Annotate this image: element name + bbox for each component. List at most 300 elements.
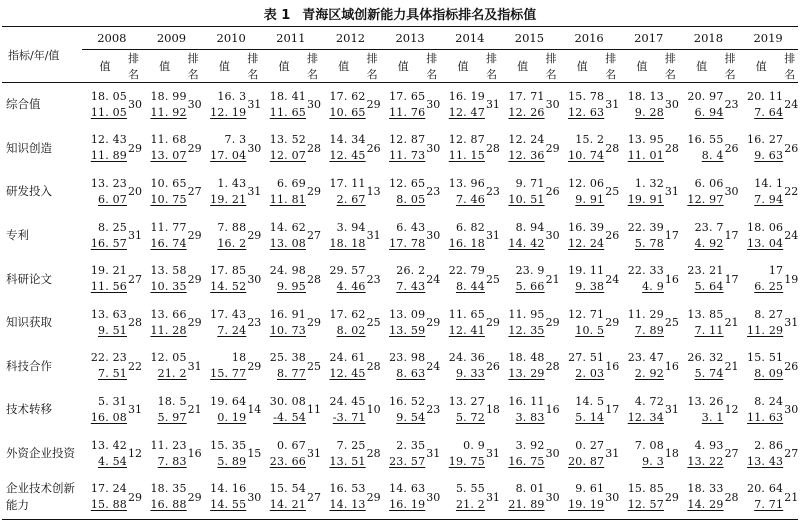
value-cell — [619, 257, 665, 301]
value-bottom: 10. 73 — [269, 323, 306, 337]
value-cell — [380, 170, 426, 214]
rank-cell: 28 — [366, 359, 381, 373]
value-top: 18. 06 — [747, 220, 784, 234]
value-top: 17 — [768, 264, 784, 278]
value-cell — [82, 475, 128, 519]
rank-cell: 27 — [187, 185, 202, 199]
rank-cell: 29 — [128, 141, 142, 155]
rank-cell: 16 — [664, 359, 679, 373]
value-cell — [321, 170, 367, 214]
value-bottom: 12. 34 — [627, 410, 664, 424]
value-bottom: 16. 74 — [150, 236, 187, 250]
rank-cell: 29 — [545, 141, 560, 155]
value-bottom: 12. 36 — [508, 149, 545, 163]
rank-cell: 26 — [366, 141, 381, 155]
value-cell — [380, 83, 426, 127]
rank-subheader: 排名 — [784, 50, 798, 83]
value-bottom: 14. 42 — [508, 236, 545, 250]
value-cell — [142, 345, 188, 389]
rank-cell: 21 — [187, 403, 202, 417]
rank-cell: 29 — [665, 475, 679, 519]
value-cell — [142, 170, 188, 214]
value-cell — [82, 170, 128, 214]
value-top: 0. 9 — [463, 438, 485, 452]
value-bottom: 5. 72 — [455, 410, 485, 424]
value-top: 1. 43 — [217, 176, 247, 190]
rank-cell: 14 — [247, 403, 262, 417]
rank-subheader: 排名 — [486, 50, 500, 83]
value-top: 11. 23 — [150, 438, 187, 452]
value-bottom: 7. 51 — [98, 367, 127, 381]
rank-cell: 29 — [247, 229, 262, 243]
value-cell — [619, 432, 665, 476]
table-row — [2, 83, 798, 127]
value-top: 24. 61 — [329, 351, 366, 365]
table-body — [2, 83, 798, 520]
rank-cell: 28 — [485, 141, 500, 155]
value-bottom: 19. 91 — [627, 192, 664, 206]
rank-cell: 27 — [306, 229, 321, 243]
value-top: 15. 51 — [747, 351, 784, 365]
value-cell — [142, 214, 188, 258]
value-bottom: 7. 94 — [754, 192, 784, 206]
value-cell — [500, 83, 546, 127]
value-bottom: 12. 26 — [508, 105, 545, 119]
value-cell — [619, 214, 665, 258]
value-bottom: 11. 56 — [90, 280, 127, 294]
rank-cell: 31 — [605, 98, 620, 112]
rank-subheader: 排名 — [188, 50, 202, 83]
value-bottom: 5. 78 — [634, 236, 664, 250]
rank-subheader: 排名 — [665, 50, 679, 83]
value-bottom: 10. 74 — [568, 149, 605, 163]
value-cell — [380, 388, 426, 432]
corner-header: 指标/年/值 — [2, 27, 82, 83]
value-bottom: 12. 35 — [508, 323, 545, 337]
value-subheader: 值 — [82, 50, 128, 83]
value-top: 16. 39 — [568, 220, 605, 234]
rank-cell: 30 — [605, 475, 619, 519]
rank-cell: 29 — [426, 316, 441, 330]
rank-cell: 19 — [784, 272, 799, 286]
rank-cell: 20 — [128, 185, 142, 199]
rank-cell: 21 — [724, 316, 739, 330]
rank-cell: 31 — [664, 403, 679, 417]
value-cell — [679, 83, 725, 127]
value-cell — [559, 432, 605, 476]
value-bottom: 2. 67 — [336, 192, 366, 206]
value-top: 22. 39 — [627, 220, 664, 234]
value-cell — [619, 345, 665, 389]
rank-cell: 31 — [187, 359, 202, 373]
value-bottom: 13. 07 — [150, 149, 187, 163]
year-header: 2012 — [321, 27, 381, 50]
value-bottom: 8. 09 — [754, 367, 784, 381]
table-row — [2, 301, 798, 345]
value-cell — [738, 432, 784, 476]
value-top: 7. 88 — [217, 220, 247, 234]
rank-cell: 31 — [128, 229, 142, 243]
value-bottom: 14. 13 — [329, 498, 366, 512]
value-bottom: 3. 1 — [701, 410, 724, 424]
value-top: 12. 87 — [448, 133, 485, 147]
value-cell — [619, 127, 665, 171]
value-bottom: 4. 46 — [336, 280, 366, 294]
value-bottom: 5. 64 — [694, 280, 724, 294]
rank-cell: 27 — [724, 447, 739, 461]
table-row — [2, 432, 798, 476]
value-bottom: 8. 05 — [396, 192, 426, 206]
value-top: 4. 72 — [634, 394, 664, 408]
year-header: 2019 — [738, 27, 798, 50]
value-bottom: 12. 47 — [448, 105, 485, 119]
value-cell — [500, 127, 546, 171]
value-bottom: 5. 14 — [575, 410, 605, 424]
value-cell — [679, 170, 725, 214]
value-top: 12. 06 — [568, 176, 605, 190]
value-cell — [440, 83, 486, 127]
table-caption — [0, 4, 800, 23]
rank-cell: 29 — [367, 475, 381, 519]
value-bottom: 2. 92 — [634, 367, 664, 381]
value-bottom: 5. 66 — [515, 280, 545, 294]
value-cell — [559, 301, 605, 345]
value-cell — [261, 388, 307, 432]
value-subheader: 值 — [738, 50, 784, 83]
value-cell — [738, 345, 784, 389]
value-cell — [201, 214, 247, 258]
rank-subheader: 排名 — [307, 50, 321, 83]
table-title: 青海区域创新能力具体指标排名及指标值 — [302, 8, 537, 23]
value-top: 17. 65 — [389, 89, 426, 103]
rank-cell: 30 — [545, 229, 560, 243]
rank-cell: 25 — [485, 272, 500, 286]
rank-cell: 30 — [306, 98, 321, 112]
indicator-label: 知识创造 — [6, 140, 52, 155]
value-top: 0. 67 — [276, 438, 306, 452]
rank-cell: 28 — [725, 475, 739, 519]
value-bottom: 15. 88 — [90, 498, 127, 512]
value-cell — [201, 170, 247, 214]
value-top: 18. 99 — [150, 89, 187, 103]
value-bottom: 13. 51 — [329, 454, 366, 468]
value-cell — [201, 83, 247, 127]
table-number: 表 1 — [263, 8, 291, 23]
value-bottom: 12. 45 — [329, 149, 366, 163]
value-top: 17. 85 — [210, 264, 247, 278]
value-bottom: 21. 2 — [157, 367, 187, 381]
value-top: 9. 71 — [515, 176, 545, 190]
value-top: 14. 1 — [754, 176, 784, 190]
value-top: 3. 92 — [515, 438, 545, 452]
value-bottom: 7. 64 — [754, 105, 784, 119]
value-cell — [261, 214, 307, 258]
value-cell — [380, 345, 426, 389]
value-top: 14. 5 — [575, 394, 605, 408]
value-top: 24. 36 — [448, 351, 485, 365]
value-top: 7. 25 — [336, 438, 366, 452]
value-cell — [261, 83, 307, 127]
value-cell — [500, 475, 546, 519]
value-bottom: 7. 89 — [634, 323, 664, 337]
indicator-label: 技术转移 — [6, 402, 52, 417]
value-top: 26. 2 — [396, 264, 426, 278]
indicator-label: 科研论文 — [6, 271, 52, 286]
rank-cell: 28 — [306, 272, 321, 286]
rank-cell: 12 — [128, 447, 142, 461]
value-top: 1. 32 — [634, 176, 664, 190]
value-cell — [559, 475, 605, 519]
value-cell — [82, 432, 128, 476]
value-top: 25. 38 — [269, 351, 306, 365]
value-top: 12. 24 — [508, 133, 545, 147]
value-bottom: 12. 45 — [329, 367, 366, 381]
rank-cell: 26 — [784, 359, 799, 373]
value-bottom: 4. 9 — [642, 280, 664, 294]
value-top: 6. 69 — [276, 176, 306, 190]
value-bottom: 9. 28 — [634, 105, 664, 119]
value-cell — [679, 214, 725, 258]
rank-cell: 10 — [366, 403, 381, 417]
year-header: 2014 — [440, 27, 500, 50]
value-cell — [619, 83, 665, 127]
value-cell — [380, 127, 426, 171]
value-top: 26. 32 — [687, 351, 724, 365]
value-top: 13. 52 — [269, 133, 306, 147]
rank-cell: 31 — [366, 229, 381, 243]
value-top: 13. 27 — [448, 394, 485, 408]
rank-cell: 27 — [784, 447, 799, 461]
value-bottom: 4. 54 — [98, 454, 127, 468]
value-bottom: 6. 25 — [754, 280, 784, 294]
table-row — [2, 214, 798, 258]
rank-subheader: 排名 — [725, 50, 739, 83]
value-cell — [321, 127, 367, 171]
rank-cell: 30 — [426, 141, 441, 155]
value-cell — [679, 432, 725, 476]
rank-cell: 17 — [724, 272, 739, 286]
value-bottom: 16. 75 — [508, 454, 545, 468]
value-bottom: 16. 2 — [217, 236, 247, 250]
value-bottom: 9. 91 — [575, 192, 605, 206]
rank-subheader: 排名 — [426, 50, 440, 83]
value-bottom: 17. 78 — [389, 236, 426, 250]
value-cell — [738, 475, 784, 519]
value-top: 13. 26 — [687, 394, 724, 408]
value-bottom: 21. 2 — [455, 498, 485, 512]
rank-cell: 26 — [724, 141, 739, 155]
rank-cell: 17 — [724, 229, 739, 243]
value-top: 16. 91 — [269, 307, 306, 321]
rank-cell: 25 — [605, 185, 620, 199]
value-cell — [261, 127, 307, 171]
value-cell — [142, 301, 188, 345]
value-top: 11. 77 — [150, 220, 187, 234]
value-cell — [440, 345, 486, 389]
rank-cell: 29 — [187, 316, 202, 330]
value-cell — [82, 214, 128, 258]
rank-cell: 23 — [485, 185, 500, 199]
rank-cell: 28 — [366, 447, 381, 461]
rank-cell: 31 — [485, 229, 500, 243]
value-bottom: 8. 77 — [276, 367, 306, 381]
value-top: 19. 64 — [210, 394, 247, 408]
value-bottom: 6. 94 — [694, 105, 724, 119]
value-bottom: 10. 5 — [575, 323, 605, 337]
value-bottom: 23. 66 — [269, 454, 306, 468]
value-top: 12. 87 — [389, 133, 426, 147]
value-bottom: 8. 02 — [336, 323, 366, 337]
value-top: 7. 3 — [224, 133, 247, 147]
rank-cell: 31 — [605, 447, 620, 461]
value-top: 18. 13 — [627, 89, 664, 103]
value-cell — [82, 127, 128, 171]
value-cell — [261, 257, 307, 301]
value-subheader: 值 — [142, 50, 188, 83]
value-top: 12. 43 — [90, 133, 127, 147]
indicator-label: 知识获取 — [6, 315, 52, 330]
value-cell — [738, 170, 784, 214]
value-bottom: 12. 19 — [210, 105, 247, 119]
value-cell — [440, 475, 486, 519]
value-top: 17. 11 — [329, 176, 366, 190]
value-cell — [201, 301, 247, 345]
value-top: 6. 06 — [694, 176, 724, 190]
table-row — [2, 345, 798, 389]
rank-cell: 29 — [306, 185, 321, 199]
value-top: 13. 96 — [448, 176, 485, 190]
value-top: 8. 94 — [515, 220, 545, 234]
value-cell — [679, 127, 725, 171]
rank-cell: 29 — [247, 359, 262, 373]
value-cell — [619, 170, 665, 214]
value-cell — [201, 127, 247, 171]
value-bottom: 11. 29 — [747, 323, 784, 337]
rank-cell: 18 — [664, 447, 679, 461]
value-bottom: 5. 89 — [217, 454, 247, 468]
value-cell — [738, 388, 784, 432]
year-header: 2009 — [142, 27, 202, 50]
value-cell — [619, 301, 665, 345]
value-cell — [738, 83, 784, 127]
value-cell — [559, 257, 605, 301]
indicator-label: 企业技术创新能力 — [2, 475, 82, 519]
rank-cell: 28 — [128, 316, 142, 330]
value-top: 18. 48 — [508, 351, 545, 365]
value-bottom: 16. 18 — [448, 236, 485, 250]
value-top: 16. 11 — [508, 394, 545, 408]
value-cell — [201, 432, 247, 476]
value-top: 29. 57 — [329, 264, 366, 278]
value-bottom: 11. 76 — [389, 105, 426, 119]
rank-cell: 31 — [247, 185, 262, 199]
value-top: 12. 65 — [389, 176, 426, 190]
indicator-label: 科技合作 — [6, 358, 52, 373]
rank-cell: 30 — [784, 403, 799, 417]
value-cell — [201, 345, 247, 389]
value-top: 6. 43 — [396, 220, 426, 234]
value-top: 14. 34 — [329, 133, 366, 147]
rank-cell: 31 — [485, 98, 500, 112]
value-top: 11. 65 — [448, 307, 485, 321]
rank-cell: 29 — [605, 316, 620, 330]
value-bottom: 20. 87 — [568, 454, 605, 468]
value-bottom: 7. 71 — [754, 498, 784, 512]
value-bottom: 13. 08 — [269, 236, 306, 250]
rank-cell: 24 — [784, 229, 799, 243]
year-header: 2016 — [559, 27, 619, 50]
value-cell — [82, 301, 128, 345]
value-cell — [142, 257, 188, 301]
value-cell — [559, 127, 605, 171]
value-bottom: 12. 57 — [627, 498, 664, 512]
value-bottom: 11. 92 — [150, 105, 187, 119]
value-cell — [321, 345, 367, 389]
value-cell — [440, 127, 486, 171]
value-bottom: 9. 63 — [754, 149, 784, 163]
value-cell — [679, 388, 725, 432]
rank-cell: 26 — [485, 359, 500, 373]
value-top: 15. 2 — [575, 133, 605, 147]
value-cell — [440, 432, 486, 476]
value-cell — [679, 301, 725, 345]
rank-cell: 23 — [247, 316, 262, 330]
value-bottom: 7. 24 — [217, 323, 247, 337]
table-row — [2, 170, 798, 214]
rank-cell: 30 — [247, 272, 262, 286]
value-bottom: 23. 57 — [389, 454, 426, 468]
rank-cell: 23 — [426, 185, 441, 199]
value-bottom: 8. 4 — [701, 149, 724, 163]
value-top: 14. 62 — [269, 220, 306, 234]
value-cell — [142, 475, 188, 519]
rank-cell: 29 — [366, 98, 381, 112]
rank-subheader: 排名 — [367, 50, 381, 83]
value-bottom: 10. 65 — [329, 105, 366, 119]
value-bottom: 8. 44 — [455, 280, 485, 294]
value-bottom: 12. 97 — [687, 192, 724, 206]
value-cell — [82, 83, 128, 127]
value-bottom: 0. 19 — [217, 410, 247, 424]
value-top: 13. 85 — [687, 307, 724, 321]
rank-cell: 28 — [545, 359, 560, 373]
value-top: 17. 43 — [210, 307, 247, 321]
rank-cell: 30 — [187, 98, 202, 112]
value-top: 15. 85 — [627, 482, 664, 496]
value-cell — [321, 388, 367, 432]
rank-cell: 29 — [545, 316, 560, 330]
value-top: 13. 95 — [627, 133, 664, 147]
value-top: 8. 01 — [515, 482, 545, 496]
value-bottom: 5. 97 — [157, 410, 187, 424]
value-bottom: 19. 75 — [448, 454, 485, 468]
value-bottom: 10. 35 — [150, 280, 187, 294]
value-bottom: 12. 07 — [269, 149, 306, 163]
value-cell — [559, 214, 605, 258]
value-top: 17. 62 — [329, 307, 366, 321]
subheader-row — [2, 50, 798, 83]
value-bottom: 14. 21 — [269, 498, 306, 512]
value-top: 16. 55 — [687, 133, 724, 147]
value-top: 23. 7 — [694, 220, 724, 234]
value-bottom: 11. 81 — [269, 192, 306, 206]
value-top: 13. 63 — [90, 307, 127, 321]
rank-cell: 30 — [664, 98, 679, 112]
value-top: 18. 41 — [269, 89, 306, 103]
value-bottom: 11. 89 — [90, 149, 127, 163]
rank-cell: 31 — [664, 185, 679, 199]
value-bottom: 11. 63 — [747, 410, 784, 424]
